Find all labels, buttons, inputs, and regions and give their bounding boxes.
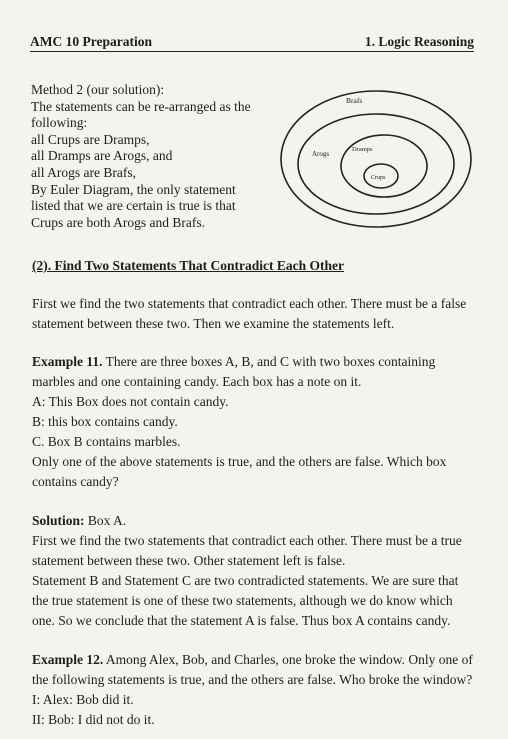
solution-line: Statement B and Statement C are two contradicted statements. We are sure that xyxy=(32,573,459,588)
label-arogs: Arogs xyxy=(312,150,330,158)
example-12-line: the following statements is true, and the others are false. Who broke the window? xyxy=(32,672,473,687)
example-11-line: C. Box B contains marbles. xyxy=(32,434,181,449)
example-12 xyxy=(32,650,480,730)
header-course-title: AMC 10 Preparation xyxy=(30,34,152,49)
solution-line: First we find the two statements that contradict each other. There must be a true xyxy=(32,533,462,548)
intro-line: First we find the two statements that contradict each other. There must be a false xyxy=(32,296,467,311)
solution-first-line xyxy=(32,511,480,531)
solution-line: one. So we conclude that the statement A is false. Thus box A contains candy. xyxy=(32,613,451,628)
method-2-block xyxy=(31,82,271,231)
method-line: listed that we are certain is true is that xyxy=(31,198,236,214)
solution-line: statement between these two. Other statement left is false. xyxy=(32,553,346,568)
euler-diagram xyxy=(278,88,474,230)
solution-block xyxy=(32,511,480,631)
label-crups: Crups xyxy=(371,175,386,181)
method-line: The statements can be re-arranged as the xyxy=(31,98,251,114)
example-12-line: II: Bob: I did not do it. xyxy=(32,712,155,727)
example-12-line: I: Alex: Bob did it. xyxy=(32,692,134,707)
example-11-text: There are three boxes A, B, and C with two boxes containing xyxy=(102,354,436,369)
example-11-label: Example 11. xyxy=(32,354,103,369)
example-12-text: Among Alex, Bob, and Charles, one broke the window. Only one of xyxy=(103,652,473,667)
header-chapter-title: 1. Logic Reasoning xyxy=(364,34,474,49)
label-brafs: Brafs xyxy=(346,96,363,105)
example-11-first-line xyxy=(32,352,480,372)
section-heading: (2). Find Two Statements That Contradict Each Other xyxy=(32,258,344,273)
solution-line: the true statement is one of these two statements, although we do know which xyxy=(32,593,453,608)
ellipse-brafs xyxy=(281,91,471,227)
header-rule xyxy=(30,51,474,52)
section-intro xyxy=(32,294,480,334)
example-11 xyxy=(32,352,480,492)
example-12-first-line xyxy=(32,650,480,670)
example-12-label: Example 12. xyxy=(32,652,104,667)
method-line: all Dramps are Arogs, and xyxy=(31,148,173,164)
solution-answer: Box A. xyxy=(84,513,127,528)
example-11-line: B: this box contains candy. xyxy=(32,414,178,429)
method-line: Crups are both Arogs and Brafs. xyxy=(31,214,205,230)
method-line: following: xyxy=(31,115,88,131)
example-11-line: marbles and one containing candy. Each box has a note on it. xyxy=(32,374,362,389)
intro-line: statement between these two. Then we examine the statements left. xyxy=(32,316,395,331)
example-11-line: Only one of the above statements is true, and the others are false. Which box xyxy=(32,454,447,469)
method-line: all Arogs are Brafs, xyxy=(31,164,136,180)
example-11-line: contains candy? xyxy=(32,474,119,489)
solution-label: Solution: xyxy=(32,513,85,528)
method-line: By Euler Diagram, the only statement xyxy=(31,181,236,197)
label-dramps: Dramps xyxy=(352,146,373,153)
method-line: Method 2 (our solution): xyxy=(31,82,165,97)
example-11-line: A: This Box does not contain candy. xyxy=(32,394,229,409)
method-line: all Crups are Dramps, xyxy=(31,131,150,147)
